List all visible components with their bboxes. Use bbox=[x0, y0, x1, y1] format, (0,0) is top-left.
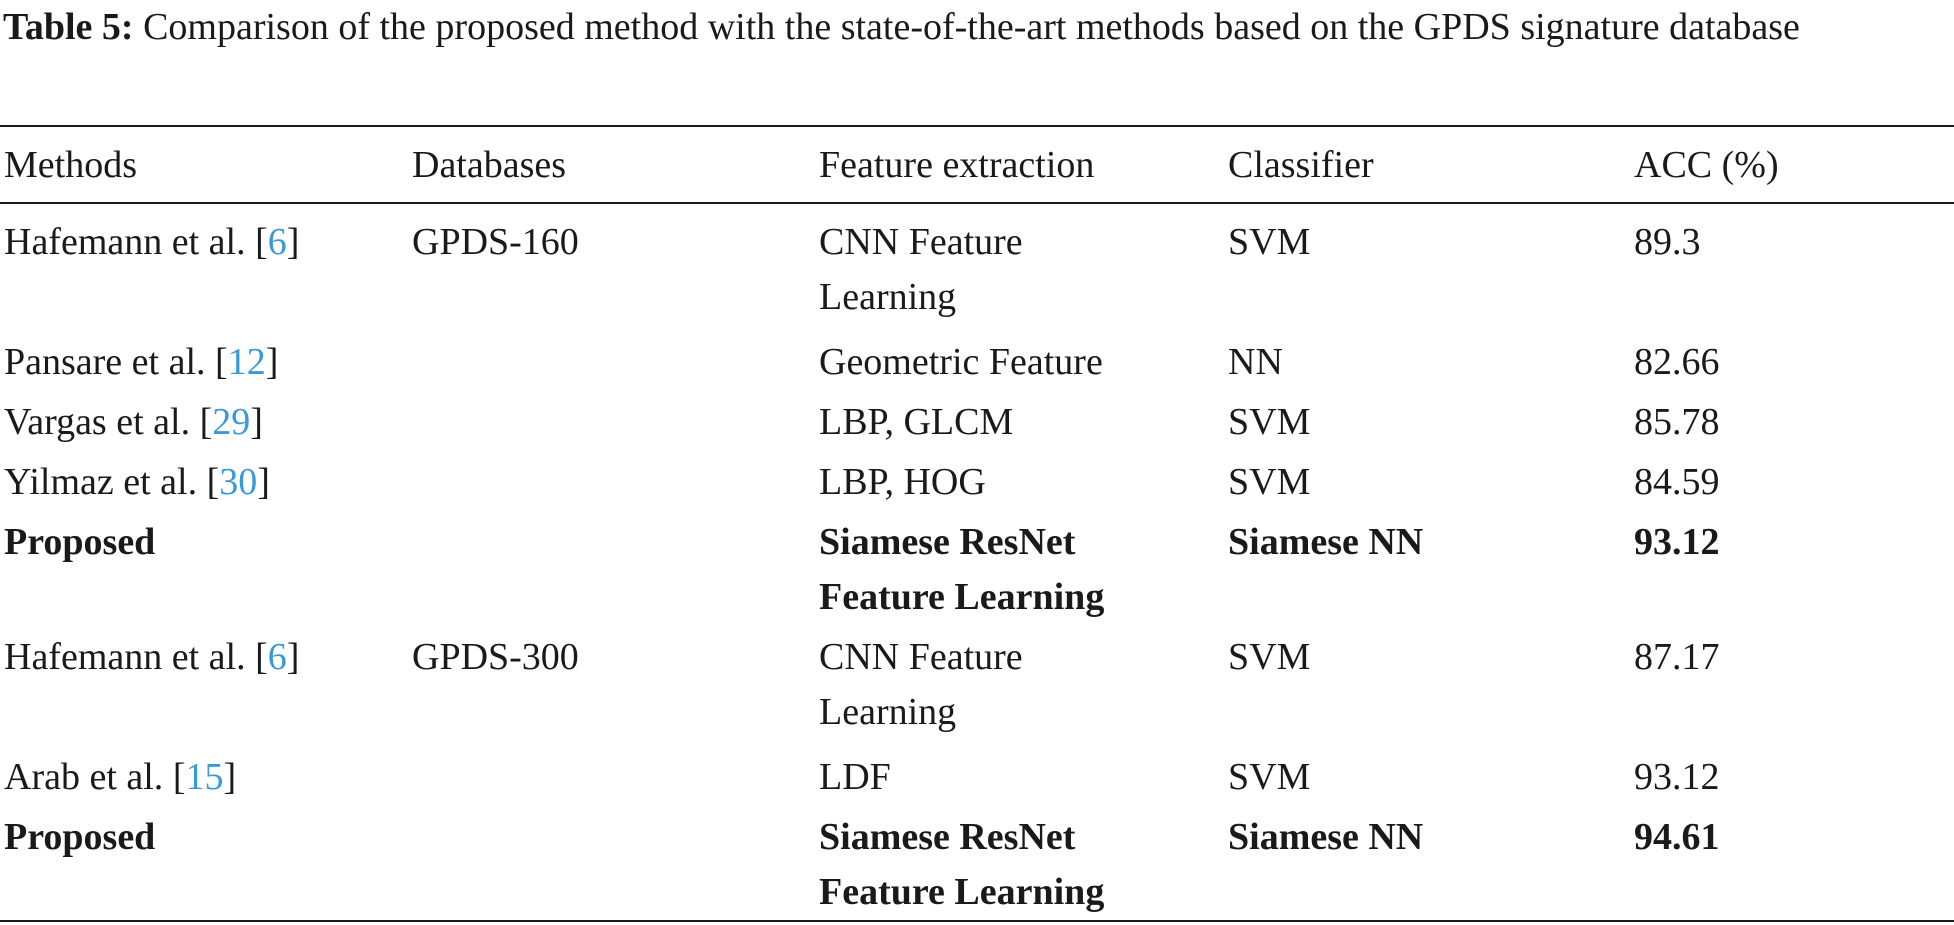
header-rule bbox=[0, 202, 1954, 204]
table-caption bbox=[3, 4, 1948, 50]
method-name: Pansare et al. bbox=[4, 341, 206, 383]
feature-line: Siamese ResNet bbox=[819, 521, 1076, 563]
cell-classifier: Siamese NN bbox=[1228, 816, 1424, 858]
cell-acc: 84.59 bbox=[1634, 461, 1720, 503]
cell-method: Arab et al. [15] bbox=[4, 756, 237, 798]
header-feature-extraction: Feature extraction bbox=[819, 144, 1095, 186]
cell-feature-extraction bbox=[819, 455, 986, 510]
cell-feature-extraction bbox=[819, 215, 1023, 325]
header-methods: Methods bbox=[4, 144, 137, 186]
cell-method: Yilmaz et al. [30] bbox=[4, 461, 270, 503]
header-classifier: Classifier bbox=[1228, 144, 1374, 186]
header-databases: Databases bbox=[412, 144, 567, 186]
cell-feature-extraction bbox=[819, 630, 1023, 740]
feature-line: LBP, GLCM bbox=[819, 401, 1014, 443]
citation-link[interactable]: 15 bbox=[185, 756, 224, 798]
caption-text: Comparison of the proposed method with the state-of-the-art methods based on the GPDS signature database bbox=[143, 6, 1800, 48]
cell-method: Hafemann et al. [6] bbox=[4, 636, 300, 678]
method-name: Proposed bbox=[4, 816, 156, 858]
cell-feature-extraction bbox=[819, 395, 1013, 450]
feature-line: Learning bbox=[819, 276, 957, 318]
feature-line: Feature Learning bbox=[819, 871, 1105, 913]
cell-database: GPDS-300 bbox=[412, 636, 579, 678]
cell-database: GPDS-160 bbox=[412, 221, 579, 263]
cell-acc: 93.12 bbox=[1634, 521, 1720, 563]
cell-acc: 82.66 bbox=[1634, 341, 1720, 383]
cell-classifier: NN bbox=[1228, 341, 1283, 383]
feature-line: CNN Feature bbox=[819, 636, 1023, 678]
feature-line: LBP, HOG bbox=[819, 461, 986, 503]
cell-classifier: SVM bbox=[1228, 756, 1311, 798]
method-name: Arab et al. bbox=[4, 756, 164, 798]
method-name: Hafemann et al. bbox=[4, 221, 246, 263]
feature-line: Geometric Feature bbox=[819, 341, 1103, 383]
cell-acc: 85.78 bbox=[1634, 401, 1720, 443]
cell-classifier: SVM bbox=[1228, 401, 1311, 443]
cell-feature-extraction bbox=[819, 810, 1104, 920]
cell-acc: 94.61 bbox=[1634, 816, 1720, 858]
bottom-rule bbox=[0, 920, 1954, 922]
method-name: Hafemann et al. bbox=[4, 636, 246, 678]
cell-classifier: SVM bbox=[1228, 636, 1311, 678]
cell-classifier: SVM bbox=[1228, 221, 1311, 263]
citation-link[interactable]: 12 bbox=[227, 341, 266, 383]
citation-link[interactable]: 29 bbox=[212, 401, 251, 443]
cell-classifier: Siamese NN bbox=[1228, 521, 1424, 563]
cell-acc: 89.3 bbox=[1634, 221, 1701, 263]
top-rule bbox=[0, 125, 1954, 127]
cell-method bbox=[4, 810, 155, 865]
cell-classifier: SVM bbox=[1228, 461, 1311, 503]
feature-line: CNN Feature bbox=[819, 221, 1023, 263]
feature-line: Learning bbox=[819, 691, 957, 733]
cell-method: Hafemann et al. [6] bbox=[4, 221, 300, 263]
citation-link[interactable]: 6 bbox=[267, 221, 287, 263]
method-name: Yilmaz et al. bbox=[4, 461, 198, 503]
method-name: Vargas et al. bbox=[4, 401, 191, 443]
cell-method: Pansare et al. [12] bbox=[4, 341, 279, 383]
method-name: Proposed bbox=[4, 521, 156, 563]
feature-line: Siamese ResNet bbox=[819, 816, 1076, 858]
cell-feature-extraction bbox=[819, 335, 1103, 390]
cell-method bbox=[4, 515, 155, 570]
feature-line: Feature Learning bbox=[819, 576, 1105, 618]
header-acc: ACC (%) bbox=[1634, 144, 1779, 186]
feature-line: LDF bbox=[819, 756, 891, 798]
cell-feature-extraction bbox=[819, 515, 1104, 625]
citation-link[interactable]: 30 bbox=[219, 461, 258, 503]
caption-label: Table 5: bbox=[3, 6, 134, 48]
cell-acc: 93.12 bbox=[1634, 756, 1720, 798]
cell-acc: 87.17 bbox=[1634, 636, 1720, 678]
cell-method: Vargas et al. [29] bbox=[4, 401, 263, 443]
citation-link[interactable]: 6 bbox=[267, 636, 287, 678]
cell-feature-extraction bbox=[819, 750, 891, 805]
